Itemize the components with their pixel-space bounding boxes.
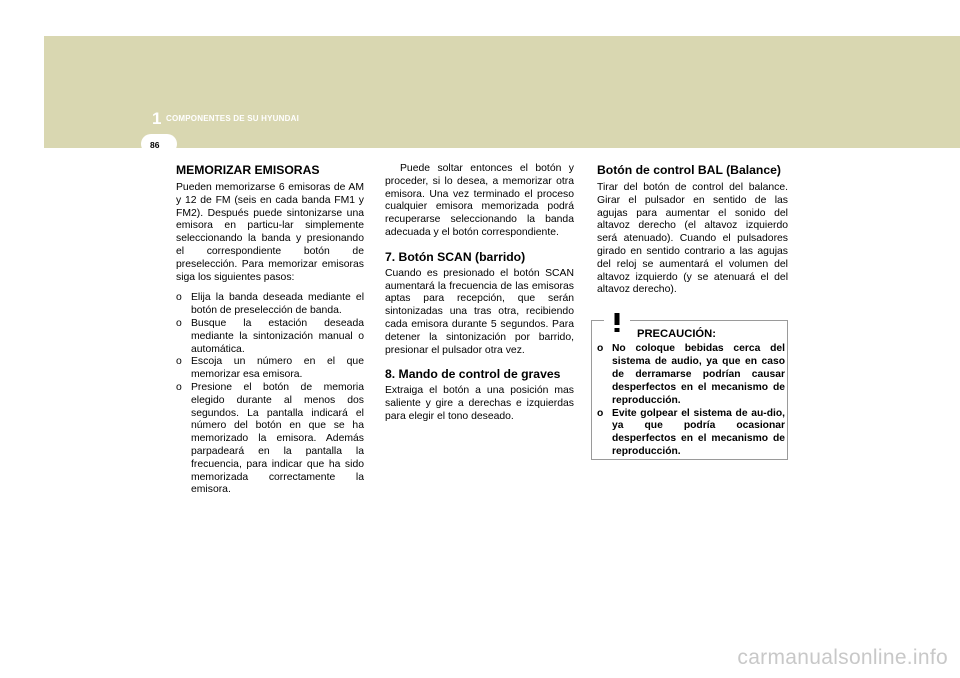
chapter-title: COMPONENTES DE SU HYUNDAI <box>166 114 300 123</box>
caution-list <box>597 343 785 459</box>
section-heading-bass: 8. Mando de control de graves <box>385 367 561 382</box>
column-balance <box>597 163 788 297</box>
scan-text: Cuando es presionado el botón SCAN aumentará la frecuencia de las emisoras aptas para recepción, que serán sintonizadas una tras otra, recibiendo cada emisora durante 5 segundos. Para detener la sintonización por barrido, presionar el pulsador otra vez. <box>385 267 574 356</box>
memorize-intro: Pueden memorizarse 6 emisoras de AM y 12 de FM (seis en cada banda FM1 y FM2). Después puede sintonizarse una emisora en particu-lar simplemente seleccionando la banda y presionando el correspondiente botón de preselección. Para memorizar emisoras siga los siguientes pasos: <box>176 182 364 283</box>
list-item <box>597 408 785 460</box>
bass-text: Extraiga el botón a una posición mas saliente y gire a derechas e izquierdas para elegir el tono deseado. <box>385 385 574 422</box>
memorize-steps-list <box>176 292 364 497</box>
memorize-continuation: Puede soltar entonces el botón y proceder, si lo desea, a memorizar otra emisora. Una vez terminado el proceso cualquier emisora memorizada podrá recuperarse seleccionando la banda adecuada y el botón correspondiente. <box>385 163 574 238</box>
watermark: carmanualsonline.info <box>737 646 948 669</box>
list-item <box>176 292 364 318</box>
column-memorize-stations <box>176 163 364 497</box>
column-scan-bass <box>385 163 574 424</box>
list-item <box>597 343 785 408</box>
bullet-mark: o <box>597 407 604 419</box>
caution-title: PRECAUCIÓN: <box>637 328 716 340</box>
section-heading-balance: Botón de control BAL (Balance) <box>597 163 781 177</box>
section-heading-memorize: MEMORIZAR EMISORAS <box>176 163 320 177</box>
bullet-mark: o <box>176 356 182 368</box>
balance-text: Tirar del botón de control del balance. Girar el pulsador en sentido de las agujas para aumentar el sonido del altavoz derecho (el altavoz izquierdo será atenuado). Cuando el pulsadores girado en sentido contrario a las agujas del reloj se aumentará el volumen del altavoz izquierdo (y se atenuará el del altavoz derecho). <box>597 182 788 296</box>
section-heading-scan: 7. Botón SCAN (barrido) <box>385 249 526 264</box>
bullet-mark: o <box>176 381 182 393</box>
header-band <box>44 36 960 148</box>
step-text: Elija la banda deseada mediante el botón de preselección de banda. <box>191 292 364 317</box>
bullet-mark: o <box>597 343 604 354</box>
chapter-number: 1 <box>152 109 162 128</box>
caution-text: Evite golpear el sistema de au-dio, ya que podría ocasionar desperfectos en el mecanismo de reproducción. <box>612 407 785 458</box>
page-number: 86 <box>150 140 160 150</box>
caution-text: No coloque bebidas cerca del sistema de audio, ya que en caso de derramarse podrían causar desperfectos en el mecanismo de reproducción. <box>612 343 785 406</box>
exclamation-icon <box>604 310 630 334</box>
bullet-mark: o <box>176 317 182 329</box>
list-item <box>176 382 364 497</box>
bullet-mark: o <box>176 292 182 304</box>
list-item <box>176 318 364 356</box>
step-text: Busque la estación deseada mediante la sintonización manual o automática. <box>191 317 364 355</box>
list-item <box>176 356 364 382</box>
step-text: Presione el botón de memoria elegido durante al menos dos segundos. La pantalla indicará el número del botón en que se ha memorizado la emisora. Además parpadeará en la pantalla la frecuencia, para indicar que ha sido memorizada correctamente la emisora. <box>191 381 364 496</box>
step-text: Escoja un número en el que memorizar esa emisora. <box>191 356 364 381</box>
